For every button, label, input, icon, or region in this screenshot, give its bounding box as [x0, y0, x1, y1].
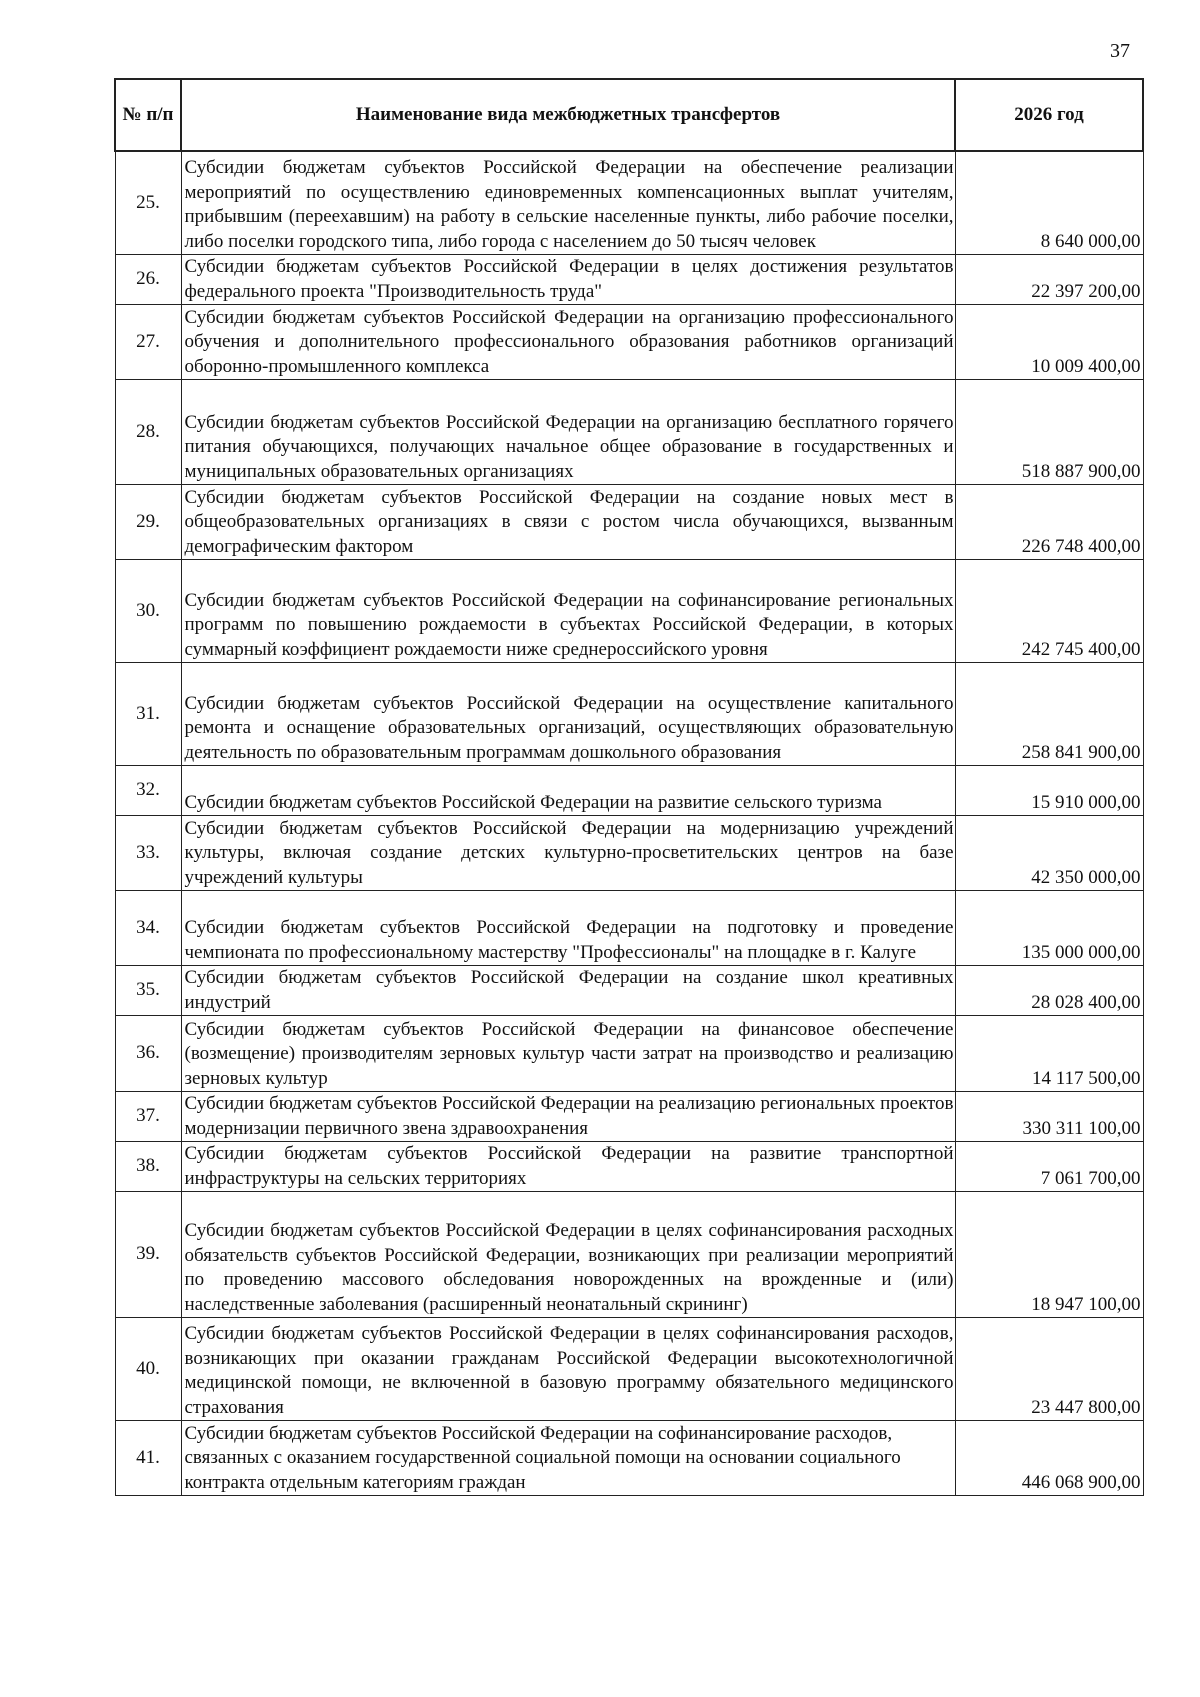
row-number: 39. — [115, 1192, 181, 1318]
row-amount: 242 745 400,00 — [955, 560, 1143, 663]
row-description: Субсидии бюджетам субъектов Российской Федерации на осуществление капитального ремонта и оснащение образовательных организаций, осуществляющих образовательную деятельность по образовательным программам дошкольного образования — [181, 663, 955, 766]
table-row — [115, 1421, 1143, 1496]
row-amount: 18 947 100,00 — [955, 1192, 1143, 1318]
row-amount: 7 061 700,00 — [955, 1142, 1143, 1192]
row-number: 40. — [115, 1318, 181, 1421]
row-amount: 135 000 000,00 — [955, 891, 1143, 966]
row-number: 30. — [115, 560, 181, 663]
row-amount: 10 009 400,00 — [955, 305, 1143, 380]
row-amount: 28 028 400,00 — [955, 966, 1143, 1016]
row-description: Субсидии бюджетам субъектов Российской Федерации на организацию профессионального обучения и дополнительного профессионального образования работников организаций оборонно-промышленного комплекса — [181, 305, 955, 380]
row-amount: 446 068 900,00 — [955, 1421, 1143, 1496]
row-number: 25. — [115, 151, 181, 255]
table-row — [115, 560, 1143, 663]
row-amount: 226 748 400,00 — [955, 485, 1143, 560]
row-amount: 518 887 900,00 — [955, 380, 1143, 485]
page-number: 37 — [1110, 40, 1130, 62]
table-row — [115, 966, 1143, 1016]
row-description: Субсидии бюджетам субъектов Российской Федерации в целях софинансирования расходных обязательств субъектов Российской Федерации, возникающих при реализации мероприятий по проведению массового обследования новорожденных на врожденные и (или) наследственные заболевания (расширенный неонатальный скрининг) — [181, 1192, 955, 1318]
row-description: Субсидии бюджетам субъектов Российской Федерации на софинансирование региональных программ по повышению рождаемости в субъектах Российской Федерации, в которых суммарный коэффициент рождаемости ниже среднероссийского уровня — [181, 560, 955, 663]
row-amount: 15 910 000,00 — [955, 766, 1143, 816]
row-description: Субсидии бюджетам субъектов Российской Федерации на подготовку и проведение чемпионата по профессиональному мастерству "Профессионалы" на площадке в г. Калуге — [181, 891, 955, 966]
header-number: № п/п — [115, 79, 181, 151]
table-row — [115, 255, 1143, 305]
row-number: 33. — [115, 816, 181, 891]
table-row — [115, 151, 1143, 255]
header-year: 2026 год — [955, 79, 1143, 151]
row-description: Субсидии бюджетам субъектов Российской Федерации на организацию бесплатного горячего питания обучающихся, получающих начальное общее образование в государственных и муниципальных образовательных организациях — [181, 380, 955, 485]
table-row — [115, 305, 1143, 380]
row-description: Субсидии бюджетам субъектов Российской Федерации на создание школ креативных индустрий — [181, 966, 955, 1016]
table-row — [115, 1092, 1143, 1142]
row-description: Субсидии бюджетам субъектов Российской Федерации в целях достижения результатов федерального проекта "Производительность труда" — [181, 255, 955, 305]
table-header-row — [115, 79, 1143, 151]
table-row — [115, 1142, 1143, 1192]
table-row — [115, 1016, 1143, 1092]
transfers-table — [114, 78, 1144, 1496]
table-row — [115, 663, 1143, 766]
row-amount: 42 350 000,00 — [955, 816, 1143, 891]
row-amount: 14 117 500,00 — [955, 1016, 1143, 1092]
row-number: 28. — [115, 380, 181, 485]
row-number: 36. — [115, 1016, 181, 1092]
row-number: 26. — [115, 255, 181, 305]
row-amount: 8 640 000,00 — [955, 151, 1143, 255]
row-number: 35. — [115, 966, 181, 1016]
table-row — [115, 485, 1143, 560]
row-description: Субсидии бюджетам субъектов Российской Федерации на софинансирование расходов, связанных с оказанием государственной социальной помощи на основании социального контракта отдельным категориям граждан — [181, 1421, 955, 1496]
row-description: Субсидии бюджетам субъектов Российской Федерации на развитие сельского туризма — [181, 766, 955, 816]
row-number: 41. — [115, 1421, 181, 1496]
table-row — [115, 816, 1143, 891]
row-number: 34. — [115, 891, 181, 966]
table-row — [115, 1318, 1143, 1421]
row-amount: 22 397 200,00 — [955, 255, 1143, 305]
row-number: 27. — [115, 305, 181, 380]
row-number: 31. — [115, 663, 181, 766]
row-description: Субсидии бюджетам субъектов Российской Федерации на реализацию региональных проектов модернизации первичного звена здравоохранения — [181, 1092, 955, 1142]
row-amount: 258 841 900,00 — [955, 663, 1143, 766]
table-row — [115, 380, 1143, 485]
table-row — [115, 1192, 1143, 1318]
table-row — [115, 891, 1143, 966]
row-description: Субсидии бюджетам субъектов Российской Федерации в целях софинансирования расходов, возникающих при оказании гражданам Российской Федерации высокотехнологичной медицинской помощи, не включенной в базовую программу обязательного медицинского страхования — [181, 1318, 955, 1421]
row-amount: 23 447 800,00 — [955, 1318, 1143, 1421]
table-row — [115, 766, 1143, 816]
header-transfer-name: Наименование вида межбюджетных трансфертов — [181, 79, 955, 151]
row-number: 29. — [115, 485, 181, 560]
row-number: 32. — [115, 766, 181, 816]
row-number: 37. — [115, 1092, 181, 1142]
row-number: 38. — [115, 1142, 181, 1192]
row-description: Субсидии бюджетам субъектов Российской Федерации на модернизацию учреждений культуры, включая создание детских культурно-просветительских центров на базе учреждений культуры — [181, 816, 955, 891]
row-description: Субсидии бюджетам субъектов Российской Федерации на финансовое обеспечение (возмещение) производителям зерновых культур части затрат на производство и реализацию зерновых культур — [181, 1016, 955, 1092]
row-description: Субсидии бюджетам субъектов Российской Федерации на обеспечение реализации мероприятий по осуществлению единовременных компенсационных выплат учителям, прибывшим (переехавшим) на работу в сельские населенные пункты, либо рабочие поселки, либо поселки городского типа, либо города с населением до 50 тысяч человек — [181, 151, 955, 255]
row-amount: 330 311 100,00 — [955, 1092, 1143, 1142]
row-description: Субсидии бюджетам субъектов Российской Федерации на создание новых мест в общеобразовательных организациях в связи с ростом числа обучающихся, вызванным демографическим фактором — [181, 485, 955, 560]
row-description: Субсидии бюджетам субъектов Российской Федерации на развитие транспортной инфраструктуры на сельских территориях — [181, 1142, 955, 1192]
